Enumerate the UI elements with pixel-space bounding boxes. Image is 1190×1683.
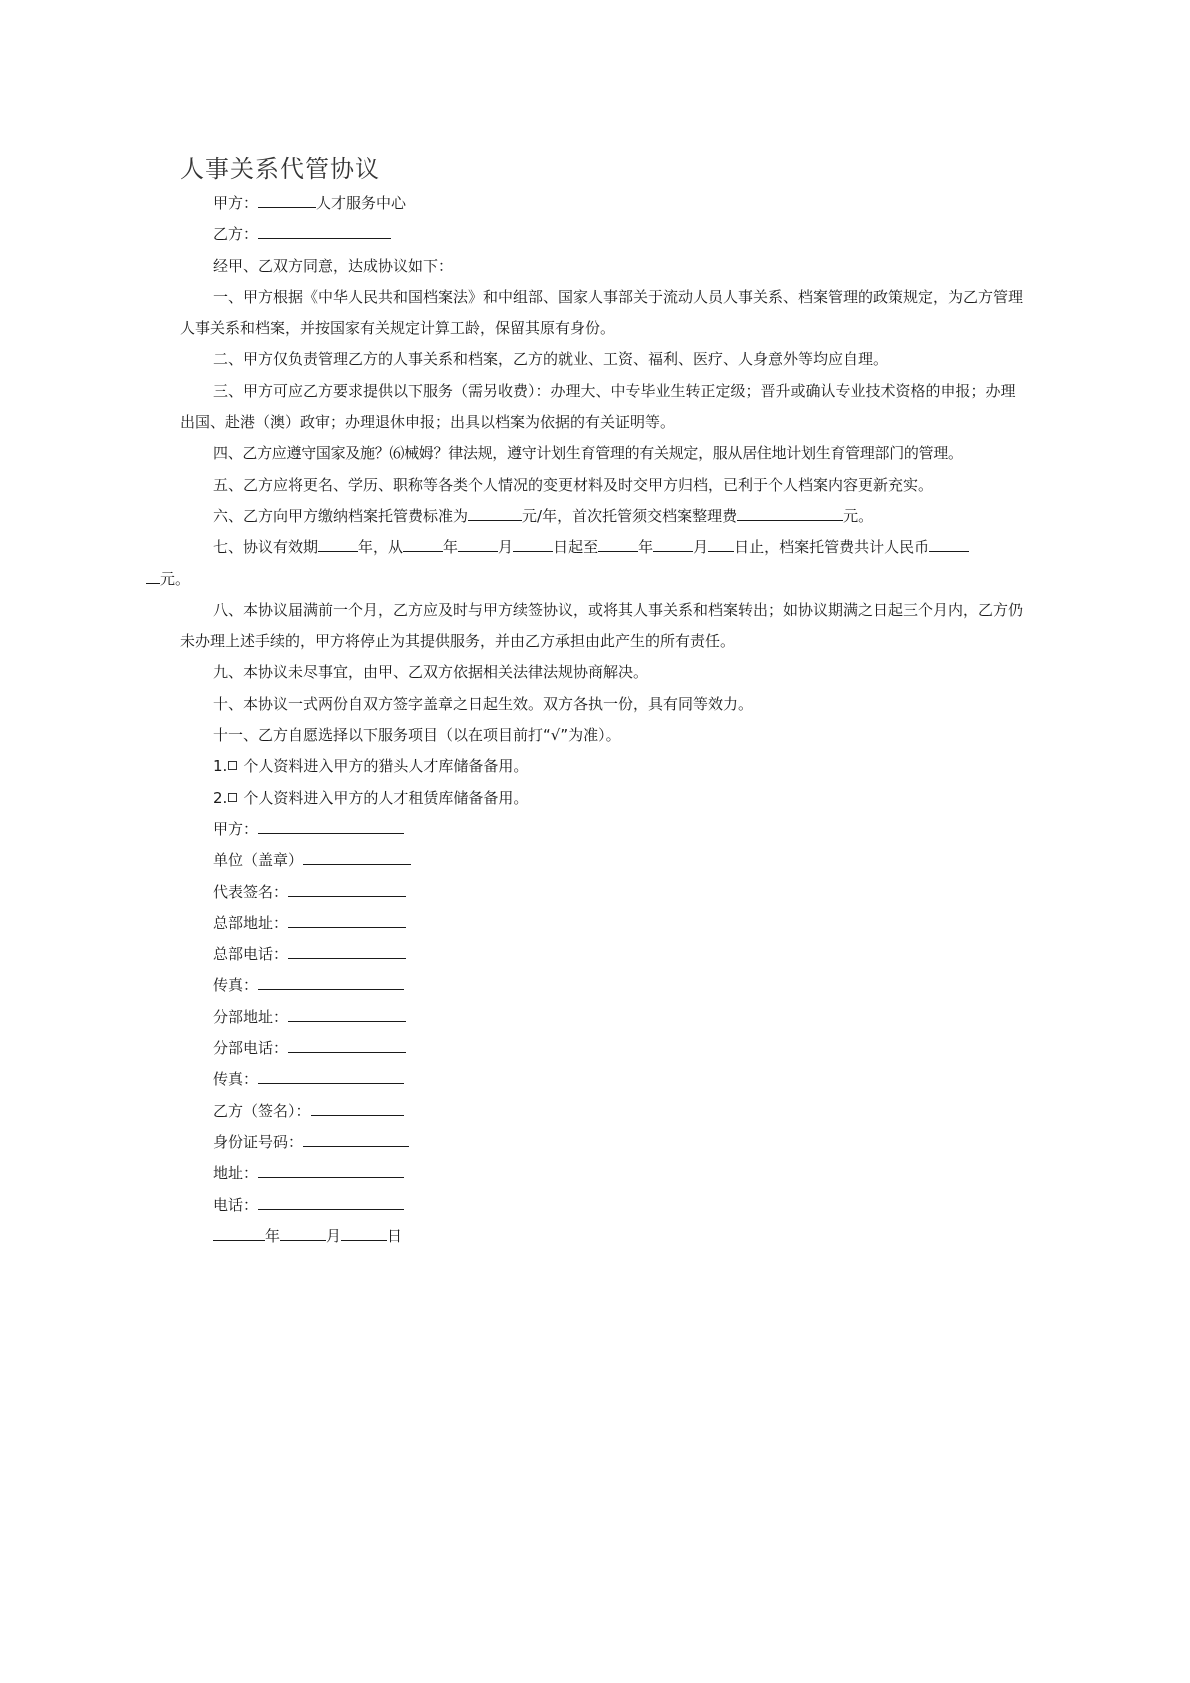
signature-field-label: 甲方： bbox=[213, 819, 259, 838]
signature-field-blank[interactable] bbox=[311, 1101, 404, 1116]
day-label: 日 bbox=[387, 1226, 403, 1245]
start-month-blank[interactable] bbox=[458, 537, 498, 552]
signature-field-blank[interactable] bbox=[288, 1038, 406, 1053]
option-1-checkbox[interactable] bbox=[228, 761, 237, 770]
clause-6-text-c: 元。 bbox=[843, 506, 874, 525]
signature-field-label: 分部电话： bbox=[213, 1039, 289, 1058]
clause-1: 一、甲方根据《中华人民共和国档案法》和中组部、国家人事部关于流动人员人事关系、档案管理的政策规定，为乙方管理人事关系和档案，并按国家有关规定计算工龄，保留其原有身份。 bbox=[180, 287, 1024, 338]
clause-2: 二、甲方仅负责管理乙方的人事关系和档案，乙方的就业、工资、福利、医疗、人身意外等均应自理。 bbox=[213, 350, 889, 369]
signature-field bbox=[180, 1096, 1030, 1127]
clause-7-text: 元。 bbox=[160, 569, 191, 588]
signature-field bbox=[180, 877, 1030, 908]
signature-field bbox=[180, 814, 1030, 845]
end-month-blank[interactable] bbox=[653, 537, 693, 552]
clause-7-text: 日止，档案托管费共计人民币 bbox=[734, 538, 930, 557]
end-day-blank[interactable] bbox=[708, 537, 734, 552]
date-line bbox=[180, 1221, 1030, 1252]
clause-7-text: 月 bbox=[693, 538, 709, 557]
signature-field-label: 乙方（签名）： bbox=[213, 1101, 311, 1120]
signature-field bbox=[180, 1002, 1030, 1033]
signature-fields bbox=[180, 814, 1030, 1221]
total-fee-blank-a[interactable] bbox=[929, 537, 969, 552]
clause-3: 三、甲方可应乙方要求提供以下服务（需另收费）：办理大、中专毕业生转正定级；晋升或确认专业技术资格的申报；办理出国、赴港（澳）政审；办理退休申报；出具以档案为依据的有关证明等。 bbox=[180, 381, 1016, 432]
signature-field bbox=[180, 845, 1030, 876]
clause-5: 五、乙方应将更名、学历、职称等各类个人情况的变更材料及时交甲方归档，已利于个人档案内容更新充实。 bbox=[213, 475, 934, 494]
option-text: 个人资料进入甲方的猎头人才库储备备用。 bbox=[243, 757, 529, 776]
signature-field-blank[interactable] bbox=[258, 975, 404, 990]
signature-field-label: 单位（盖章） bbox=[213, 851, 304, 870]
signature-field-label: 总部地址： bbox=[213, 913, 289, 932]
year-label: 年 bbox=[265, 1226, 281, 1245]
signature-field-blank[interactable] bbox=[288, 882, 406, 897]
term-years-blank[interactable] bbox=[318, 537, 358, 552]
clause-7-text: 年，从 bbox=[358, 538, 404, 557]
option-2-checkbox[interactable] bbox=[228, 793, 237, 802]
signature-field-blank[interactable] bbox=[258, 1163, 404, 1178]
signature-field bbox=[180, 1064, 1030, 1095]
intro-text: 经甲、乙双方同意，达成协议如下： bbox=[213, 256, 454, 275]
party-b-line bbox=[180, 219, 1030, 250]
clause-6-text-a: 六、乙方向甲方缴纳档案托管费标准为 bbox=[213, 506, 469, 525]
option-1 bbox=[180, 751, 1030, 782]
clause-6-text-b: 元/年，首次托管须交档案整理费 bbox=[522, 506, 738, 525]
total-fee-blank-c[interactable] bbox=[146, 569, 160, 584]
signature-field bbox=[180, 1033, 1030, 1064]
clause-7 bbox=[160, 532, 1030, 595]
signature-field-blank[interactable] bbox=[288, 944, 406, 959]
option-number: 1. bbox=[213, 757, 228, 776]
signature-field bbox=[180, 1190, 1030, 1221]
signature-field-label: 传真： bbox=[213, 976, 259, 995]
party-b-label: 乙方： bbox=[213, 225, 259, 244]
signature-field-label: 代表签名： bbox=[213, 882, 289, 901]
clause-9: 九、本协议未尽事宜，由甲、乙双方依据相关法律法规协商解决。 bbox=[213, 663, 649, 682]
date-year-blank[interactable] bbox=[213, 1226, 265, 1241]
signature-field-label: 电话： bbox=[213, 1195, 259, 1214]
party-a-suffix: 人才服务中心 bbox=[316, 194, 407, 212]
option-text: 个人资料进入甲方的人才租赁库储备备用。 bbox=[243, 788, 529, 807]
clause-11: 十一、乙方自愿选择以下服务项目（以在项目前打“√”为准）。 bbox=[213, 726, 621, 745]
signature-field-label: 地址： bbox=[213, 1164, 259, 1183]
signature-field-blank[interactable] bbox=[258, 1195, 404, 1210]
option-number: 2. bbox=[213, 788, 228, 807]
document-title: 人事关系代管协议 bbox=[180, 155, 380, 183]
signature-field bbox=[180, 1127, 1030, 1158]
signature-field-label: 传真： bbox=[213, 1070, 259, 1089]
party-b-blank[interactable] bbox=[258, 224, 391, 239]
clause-7-text: 月 bbox=[498, 538, 514, 557]
clause-8: 八、本协议届满前一个月，乙方应及时与甲方续签协议，或将其人事关系和档案转出；如协议期满之日起三个月内，乙方仍未办理上述手续的，甲方将停止为其提供服务，并由乙方承担由此产生的所有责任。 bbox=[180, 600, 1024, 651]
signature-field bbox=[180, 970, 1030, 1001]
signature-field-label: 身份证号码： bbox=[213, 1132, 304, 1151]
clause-7-text: 七、协议有效期 bbox=[213, 538, 319, 557]
date-day-blank[interactable] bbox=[341, 1226, 387, 1241]
start-year-blank[interactable] bbox=[403, 537, 443, 552]
signature-field bbox=[180, 939, 1030, 970]
clause-4: 四、乙方应遵守国家及施？⑹械姆？律法规，遵守计划生育管理的有关规定，服从居住地计划生育管理部门的管理。 bbox=[213, 444, 963, 463]
signature-field bbox=[180, 1158, 1030, 1189]
clause-6 bbox=[180, 501, 1030, 532]
clause-7-text: 日起至 bbox=[553, 538, 599, 557]
end-year-blank[interactable] bbox=[598, 537, 638, 552]
signature-field-blank[interactable] bbox=[303, 850, 411, 865]
party-a-blank[interactable] bbox=[258, 193, 316, 208]
start-day-blank[interactable] bbox=[513, 537, 553, 552]
party-a-line bbox=[180, 188, 1030, 219]
option-2 bbox=[180, 783, 1030, 814]
signature-field-blank[interactable] bbox=[258, 819, 404, 834]
party-a-label: 甲方： bbox=[213, 194, 259, 212]
signature-field-blank[interactable] bbox=[258, 1069, 404, 1084]
month-label: 月 bbox=[326, 1226, 342, 1245]
signature-field-blank[interactable] bbox=[288, 913, 406, 928]
clause-7-text: 年 bbox=[638, 538, 654, 557]
signature-field bbox=[180, 908, 1030, 939]
signature-field-blank[interactable] bbox=[288, 1007, 406, 1022]
document-page bbox=[160, 150, 1030, 1252]
signature-field-label: 分部地址： bbox=[213, 1007, 289, 1026]
clause-10: 十、本协议一式两份自双方签字盖章之日起生效。双方各执一份，具有同等效力。 bbox=[213, 694, 754, 713]
date-month-blank[interactable] bbox=[280, 1226, 326, 1241]
clause-7-text: 年 bbox=[443, 538, 459, 557]
annual-fee-blank[interactable] bbox=[468, 506, 522, 521]
setup-fee-blank[interactable] bbox=[737, 506, 843, 521]
signature-field-blank[interactable] bbox=[303, 1132, 409, 1147]
signature-field-label: 总部电话： bbox=[213, 945, 289, 964]
